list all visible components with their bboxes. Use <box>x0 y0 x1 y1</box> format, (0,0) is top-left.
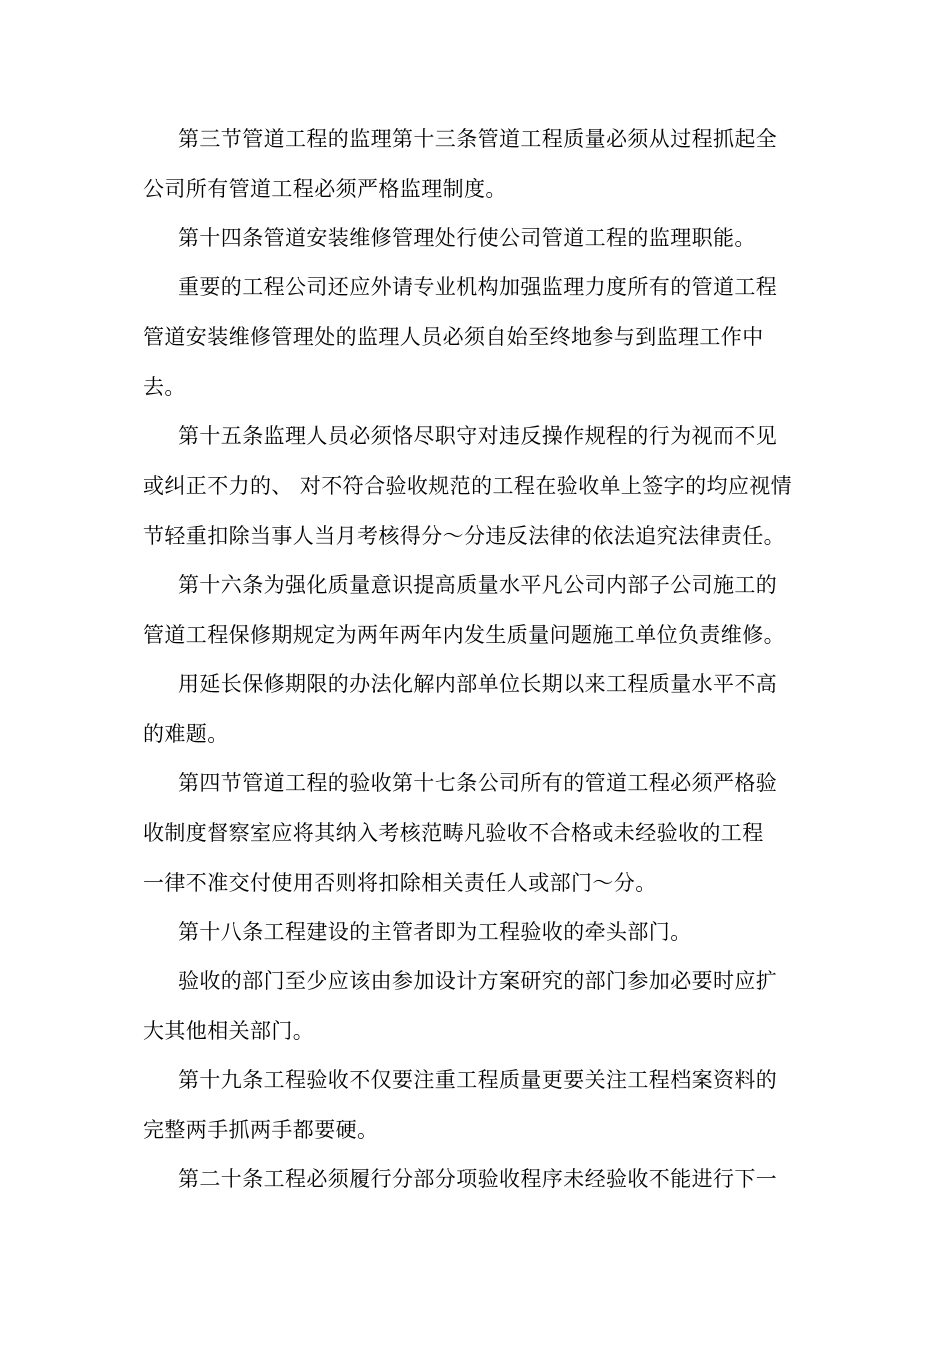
text-line: 第三节管道工程的监理第十三条管道工程质量必须从过程抓起全 <box>178 127 778 151</box>
paragraph-10 <box>143 1065 783 1145</box>
text-line: 第十九条工程验收不仅要注重工程质量更要关注工程档案资料的 <box>178 1068 778 1092</box>
text-line: 第十四条管道安装维修管理处行使公司管道工程的监理职能。 <box>178 226 756 250</box>
text-line: 第四节管道工程的验收第十七条公司所有的管道工程必须严格验 <box>178 771 778 795</box>
text-line: 第十五条监理人员必须恪尽职守对违反操作规程的行为视而不见 <box>178 424 778 448</box>
text-line: 第二十条工程必须履行分部分项验收程序未经验收不能进行下一 <box>178 1167 778 1191</box>
text-line: 的难题。 <box>143 722 229 746</box>
paragraph-7 <box>143 768 783 898</box>
text-line: 去。 <box>143 375 186 399</box>
text-line: 用延长保修期限的办法化解内部单位长期以来工程质量水平不高 <box>178 672 778 696</box>
paragraph-5 <box>143 570 783 650</box>
paragraph-1 <box>143 124 783 204</box>
paragraph-4 <box>143 421 793 551</box>
paragraph-9 <box>143 966 783 1046</box>
text-line: 管道工程保修期规定为两年两年内发生质量问题施工单位负责维修。 <box>143 623 785 647</box>
text-line: 第十六条为强化质量意识提高质量水平凡公司内部子公司施工的 <box>178 573 778 597</box>
paragraph-8 <box>143 917 783 947</box>
text-line: 公司所有管道工程必须严格监理制度。 <box>143 177 507 201</box>
text-line: 收制度督察室应将其纳入考核范畴凡验收不合格或未经验收的工程 <box>143 821 764 845</box>
text-line: 一律不准交付使用否则将扣除相关责任人或部门～分。 <box>143 871 657 895</box>
text-line: 验收的部门至少应该由参加设计方案研究的部门参加必要时应扩 <box>178 969 778 993</box>
text-line: 大其他相关部门。 <box>143 1019 315 1043</box>
document-body <box>143 124 793 1213</box>
paragraph-3 <box>143 272 783 402</box>
text-line: 重要的工程公司还应外请专业机构加强监理力度所有的管道工程 <box>178 275 778 299</box>
text-line: 或纠正不力的、 对不符合验收规范的工程在验收单上签字的均应视情 <box>143 474 793 498</box>
text-line: 节轻重扣除当事人当月考核得分～分违反法律的依法追究法律责任。 <box>143 524 785 548</box>
text-line: 管道安装维修管理处的监理人员必须自始至终地参与到监理工作中 <box>143 325 764 349</box>
text-line: 第十八条工程建设的主管者即为工程验收的牵头部门。 <box>178 920 692 944</box>
paragraph-6 <box>143 669 783 749</box>
paragraph-2 <box>143 223 783 253</box>
text-line: 完整两手抓两手都要硬。 <box>143 1118 379 1142</box>
paragraph-11 <box>143 1164 783 1194</box>
